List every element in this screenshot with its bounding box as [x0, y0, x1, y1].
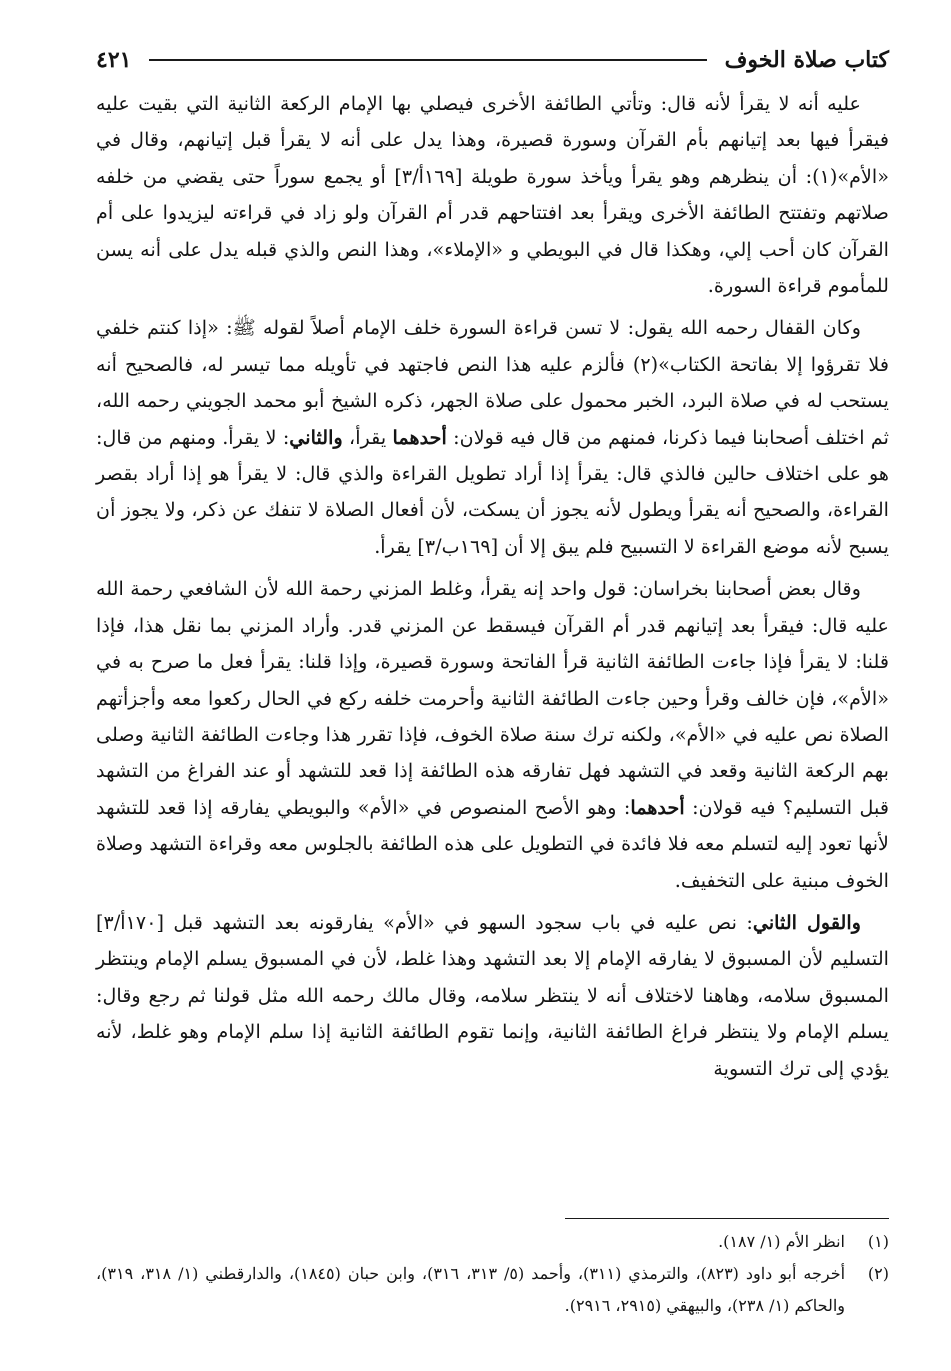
text-segment: يقرأ،: [342, 425, 393, 449]
footnote: [96, 1258, 889, 1322]
main-text: [96, 86, 889, 1196]
footnote-divider: [565, 1218, 889, 1219]
bold-term: والثاني: [289, 425, 343, 449]
paragraph: [96, 310, 889, 565]
paragraph: [96, 86, 889, 304]
text-segment: : لا يقرأ. ومنهم من قال: هو على اختلاف حالين فالذي قال: يقرأ إذا أراد تطويل القراءة والذي قال: لا يقرأ هو إذا أراد بقصر القراءة، والصحيح أنه يقرأ ويطول لأنه يجوز أن يسكت، لأن أفعال الصلاة لا تنفك عن ذكر، ولا يجوز أن يسبح لأنه موضع القراءة لا التسبيح فلم يبق إلا أن [١٦٩ب/٣] يقرأ.: [96, 425, 889, 558]
text-segment: عليه أنه لا يقرأ لأنه قال: وتأتي الطائفة الأخرى فيصلي بها الإمام الركعة الثانية التي بقيت عليه فيقرأ فيها بعد إتيانهم بأم القرآن وسورة قصيرة، وهذا يدل على أنه لا يقرأ قبل إتيانهم، وقال في «الأم»(١): أن ينظرهم وهو يقرأ ويأخذ سورة طويلة [١٦٩أ/٣] أو يجمع سوراً حتى يقضي من خلفه صلاتهم وتفتتح الطائفة الأخرى ويقرأ بعد افتتاحهم قدر أم القرآن ولو زاد في قراءته ليزيدوا على أم القرآن كان أحب إلي، وهكذا قال في البويطي و «الإملاء»، وهذا النص والذي قبله يدل على أنه يسن للمأموم قراءة السورة.: [96, 92, 889, 298]
paragraph: [96, 571, 889, 899]
text-segment: وقال بعض أصحابنا بخراسان: قول واحد إنه يقرأ، وغلط المزني رحمة الله لأن الشافعي رحمة الله عليه قال: فيقرأ بعد إتيانهم قدر أم القرآن فيسقط عن المزني قدر. وأراد المزني بما نقل هذا، فإذا قلنا: لا يقرأ فإذا جاءت الطائفة الثانية قرأ الفاتحة وسورة قصيرة، وإذا قلنا: يقرأ فعل ما صرح به في «الأم»، فإن خالف وقرأ وحين جاءت الطائفة الثانية وأحرمت خلفه ركع في الحال ركعوا معه وأجزأتهم الصلاة نص عليه في «الأم»، ولكنه ترك سنة صلاة الخوف، فإذا تقرر هذا وجاءت الطائفة الثانية وصلى بهم الركعة الثانية وقعد في التشهد فهل تفارقه هذه الطائفة إذا قعد للتشهد أو عند الفراغ من التشهد قبل التسليم؟ فيه قولان:: [96, 577, 890, 819]
footnote: [96, 1226, 889, 1258]
page-header: [96, 40, 889, 80]
page-number: ٤٢١: [96, 47, 132, 73]
footnote-number: (٢): [867, 1264, 889, 1283]
footnote-text: انظر الأم (١/ ١٨٧).: [718, 1232, 845, 1251]
header-rule: [149, 59, 706, 61]
chapter-title: كتاب صلاة الخوف: [724, 47, 889, 73]
text-segment: : نص عليه في باب سجود السهو في «الأم» يفارقونه بعد التشهد قبل [١٧٠أ/٣] التسليم لأن المسبوق لا يفارقه الإمام إلا بعد التشهد وهذا غلط، لأن في المسبوق يسلم الإمام وينتظر المسبوق سلامه، وهاهنا لاختلاف أنه لا ينتظر سلامه، وقال مالك رحمه الله مثل قولنا ثم رجع وقال: يسلم الإمام ولا ينتظر فراغ الطائفة الثانية، وإنما تقوم الطائفة الثانية إذا سلم الإمام وهو غلط، لأنه يؤدي إلى ترك التسوية: [96, 910, 889, 1080]
footnote-text: أخرجه أبو داود (٨٢٣)، والترمذي (٣١١)، وأحمد (٥/ ٣١٣، ٣١٦)، وابن حبان (١٨٤٥)، والدارقطني (١/ ٣١٨، ٣١٩)، والحاكم (١/ ٢٣٨)، والبيهقي (٢٩١٥، ٢٩١٦).: [96, 1264, 846, 1315]
bold-term: أحدهما: [392, 425, 447, 449]
bold-term: والقول الثاني: [752, 910, 861, 934]
text-segment: وكان القفال رحمه الله يقول: لا تسن قراءة السورة خلف الإمام أصلاً لقوله ﷺ: «إذا كنتم خلفي فلا تقرؤوا إلا بفاتحة الكتاب»(٢) فألزم عليه هذا النص فاجتهد في تأويله مما تيسر له، فالصحيح أنه يستحب له في صلاة البرد، الخبر محمول على صلاة الجهر، ذكره الشيخ أبو محمد الجويني رحمه الله، ثم اختلف أصحابنا فيما ذكرنا، فمنهم من قال فيه قولان:: [96, 316, 890, 449]
paragraph: [96, 905, 889, 1087]
footnotes: [96, 1226, 889, 1322]
footnote-number: (١): [867, 1232, 889, 1251]
text-segment: : وهو الأصح المنصوص في «الأم» والبويطي يفارقه إذا قعد للتشهد لأنها تعود إليه لتسلم معه فلا فائدة في التطويل على هذه الطائفة بالجلوس معه وقراءة التشهد وصلاة الخوف مبنية على التخفيف.: [96, 795, 889, 892]
bold-term: أحدهما: [630, 795, 685, 819]
